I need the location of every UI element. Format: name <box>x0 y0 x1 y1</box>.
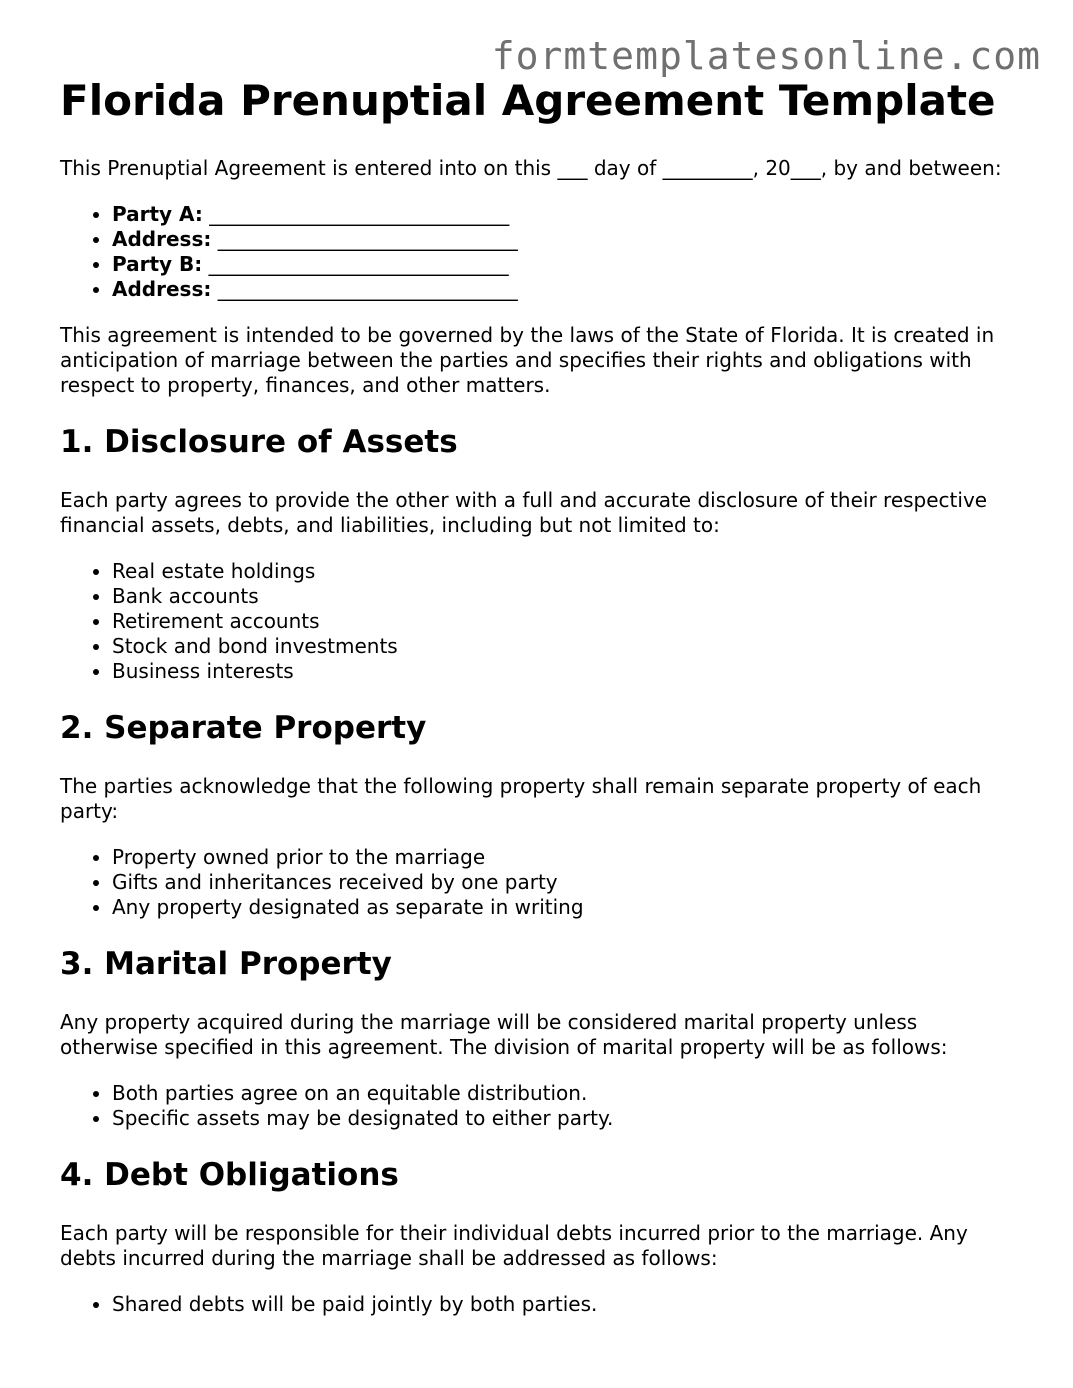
list-item: • Shared debts will be paid jointly by both parties. <box>112 1292 1020 1317</box>
list-item: • Real estate holdings <box>112 559 1020 584</box>
marital-property-list <box>60 1081 1020 1131</box>
section-heading-marital-property: 3. Marital Property <box>60 946 392 982</box>
section-text-disclosure: Each party agrees to provide the other with a full and accurate disclosure of their respective financial assets, debts, and liabilities, including but not limited to: <box>60 488 988 537</box>
list-item: • Property owned prior to the marriage <box>112 845 1020 870</box>
address-a-label: Address: <box>112 227 212 251</box>
section-heading-disclosure: 1. Disclosure of Assets <box>60 424 458 460</box>
party-a-line <box>112 202 1020 227</box>
party-a-blank: ______________________________ <box>209 202 510 226</box>
parties-list <box>60 202 1020 302</box>
governing-paragraph: This agreement is intended to be governed by the laws of the State of Florida. It is created in anticipation of marriage between the parties and specifies their rights and obligations with respect to property, finances, and other matters. <box>60 323 995 397</box>
address-b-label: Address: <box>112 277 212 301</box>
party-b-label: Party B: <box>112 252 203 276</box>
section-text-separate-property: The parties acknowledge that the following property shall remain separate property of each party: <box>60 774 982 823</box>
list-item: • Stock and bond investments <box>112 634 1020 659</box>
list-item: • Any property designated as separate in writing <box>112 895 1020 920</box>
page-title: Florida Prenuptial Agreement Template <box>60 76 996 125</box>
debt-obligations-list <box>60 1292 1020 1317</box>
disclosure-list <box>60 559 1020 684</box>
section-heading-debt-obligations: 4. Debt Obligations <box>60 1157 399 1193</box>
address-a-line <box>112 227 1020 252</box>
section-text-debt-obligations: Each party will be responsible for their individual debts incurred prior to the marriage. Any debts incurred during the marriage shall be addressed as follows: <box>60 1221 968 1270</box>
list-item: • Specific assets may be designated to either party. <box>112 1106 1020 1131</box>
intro-paragraph: This Prenuptial Agreement is entered into on this ___ day of _________, 20___, by and between: <box>60 156 1002 180</box>
section-text-marital-property: Any property acquired during the marriage will be considered marital property unless otherwise specified in this agreement. The division of marital property will be as follows: <box>60 1010 948 1059</box>
address-a-blank: ______________________________ <box>217 227 518 251</box>
list-item: • Retirement accounts <box>112 609 1020 634</box>
list-item: • Business interests <box>112 659 1020 684</box>
party-b-line <box>112 252 1020 277</box>
watermark: formtemplatesonline.com <box>491 34 1041 78</box>
list-item: • Bank accounts <box>112 584 1020 609</box>
address-b-blank: ______________________________ <box>217 277 518 301</box>
separate-property-list <box>60 845 1020 920</box>
party-a-label: Party A: <box>112 202 203 226</box>
list-item: • Both parties agree on an equitable distribution. <box>112 1081 1020 1106</box>
document-page <box>60 76 1020 1338</box>
address-b-line <box>112 277 1020 302</box>
party-b-blank: ______________________________ <box>208 252 509 276</box>
section-heading-separate-property: 2. Separate Property <box>60 710 427 746</box>
list-item: • Gifts and inheritances received by one party <box>112 870 1020 895</box>
